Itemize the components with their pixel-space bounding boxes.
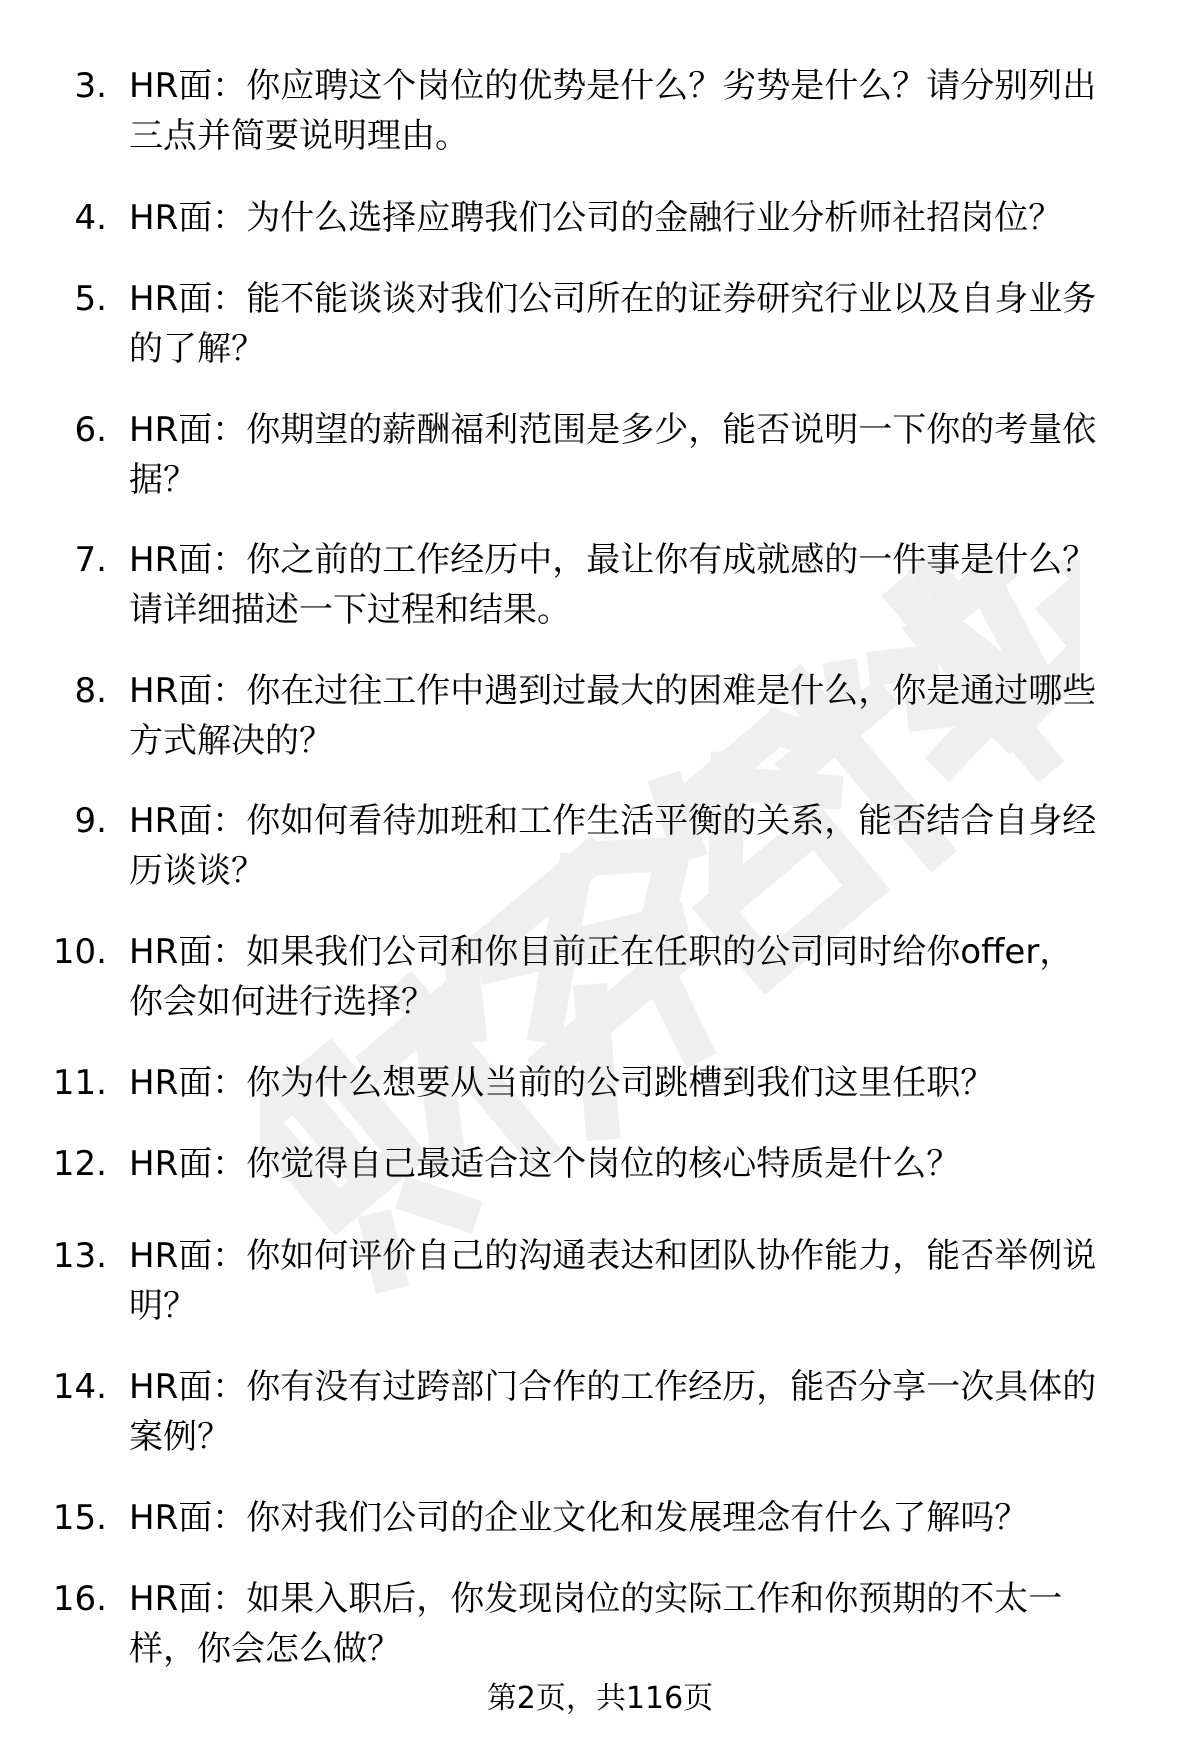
list-item-number: 12.: [52, 1144, 107, 1184]
page-number-footer: 第2页，共116页: [486, 1681, 714, 1716]
list-item-text: HR面：你在过往工作中遇到过最大的困难是什么，你是通过哪些 方式解决的？: [129, 671, 1097, 761]
list-item-text: HR面：你有没有过跨部门合作的工作经历，能否分享一次具体的 案例？: [129, 1367, 1097, 1457]
list-item-number: 3.: [74, 66, 107, 106]
list-item-text: HR面：能不能谈谈对我们公司所在的证券研究行业以及自身业务 的了解？: [129, 279, 1097, 369]
list-item-text: HR面：你觉得自己最适合这个岗位的核心特质是什么？: [129, 1144, 961, 1184]
list-item-text: HR面：为什么选择应聘我们公司的金融行业分析师社招岗位？: [129, 198, 1063, 238]
list-item-text: HR面：你对我们公司的企业文化和发展理念有什么了解吗？: [129, 1498, 1029, 1538]
list-item-text: HR面：你期望的薪酬福利范围是多少，能否说明一下你的考量依 据？: [129, 410, 1097, 500]
list-item-text: HR面：你如何看待加班和工作生活平衡的关系，能否结合自身经 历谈谈？: [129, 801, 1097, 891]
list-item-text: HR面：你之前的工作经历中，最让你有成就感的一件事是什么？ 请详细描述一下过程和结果。: [129, 540, 1097, 630]
list-item-number: 13.: [52, 1236, 107, 1276]
list-item-number: 5.: [74, 279, 107, 319]
list-item-text: HR面：你如何评价自己的沟通表达和团队协作能力，能否举例说 明？: [129, 1236, 1097, 1326]
list-item-text: HR面：如果入职后，你发现岗位的实际工作和你预期的不太一 样，你会怎么做？: [129, 1579, 1063, 1669]
list-item-number: 4.: [74, 198, 107, 238]
list-item-number: 16.: [52, 1579, 107, 1619]
list-item-text: HR面：你为什么想要从当前的公司跳槽到我们这里任职？: [129, 1063, 995, 1103]
list-item-text: HR面：如果我们公司和你目前正在任职的公司同时给你offer， 你会如何进行选择？: [129, 932, 1074, 1022]
list-item-number: 7.: [74, 540, 107, 580]
list-item-number: 15.: [52, 1498, 107, 1538]
list-item-number: 6.: [74, 410, 107, 450]
list-item-number: 14.: [52, 1367, 107, 1407]
list-item-text: HR面：你应聘这个岗位的优势是什么？劣势是什么？请分别列出 三点并简要说明理由。: [129, 66, 1097, 156]
list-item-number: 8.: [74, 671, 107, 711]
list-item-number: 11.: [52, 1063, 107, 1103]
list-item-number: 9.: [74, 801, 107, 841]
list-item-number: 10.: [52, 932, 107, 972]
